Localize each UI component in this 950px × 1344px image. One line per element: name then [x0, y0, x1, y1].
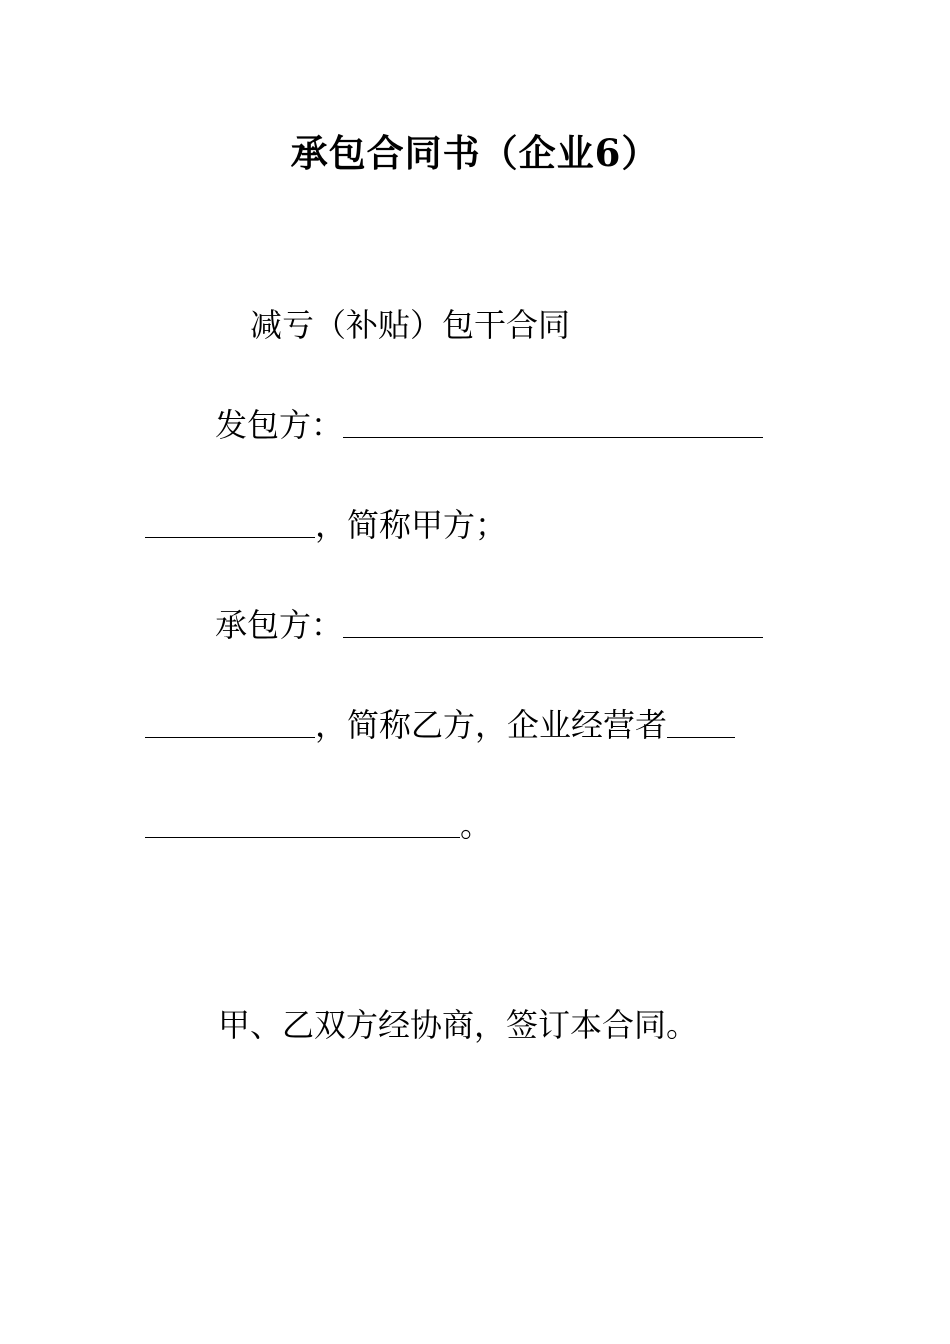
employer-label: 发包方： [215, 406, 344, 444]
employer-line [215, 403, 763, 447]
employer-suffix: ，简称甲方； [315, 506, 508, 544]
contractor-line-continued [145, 703, 735, 747]
contract-subtitle: 减亏（补贴）包干合同 [250, 306, 571, 344]
operator-name-blank-continued[interactable] [145, 805, 460, 838]
contractor-line [215, 603, 763, 647]
contractor-name-blank[interactable] [343, 605, 763, 638]
document-title: 承包合同书（企业6） [290, 131, 660, 175]
operator-line-continued [145, 803, 492, 847]
contractor-name-blank-continued[interactable] [145, 705, 315, 738]
employer-line-continued [145, 503, 507, 547]
employer-name-blank-continued[interactable] [145, 505, 315, 538]
employer-name-blank[interactable] [343, 405, 763, 438]
operator-name-blank[interactable] [667, 705, 735, 738]
contractor-label: 承包方： [215, 606, 344, 644]
agreement-statement: 甲、乙双方经协商，签订本合同。 [218, 1006, 699, 1044]
contractor-suffix: ，简称乙方，企业经营者 [315, 706, 668, 744]
operator-end: 。 [460, 806, 493, 844]
